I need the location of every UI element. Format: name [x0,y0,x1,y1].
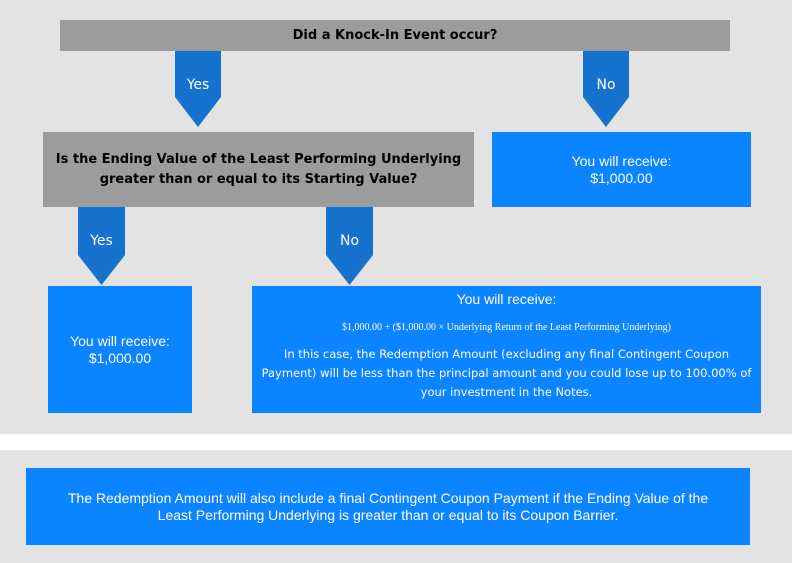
result-note: In this case, the Redemption Amount (excluding any final Contingent Coupon Payment) will be less than the principal amount and you could lose up to 100.00% of your investment in the Notes. [261,347,752,399]
arrow-no-knock-in [583,51,629,127]
arrow-yes-knock-in [175,51,221,127]
question-ending-value [43,132,474,207]
result-amount: $1,000.00 [590,169,653,186]
question-knock-in [60,20,730,51]
arrow-yes-ending-value [78,207,125,285]
question-ending-value-line2: greater than or equal to its Starting Value? [99,171,418,187]
question-knock-in-text: Did a Knock-In Event occur? [292,28,498,43]
arrow-label: No [596,77,616,93]
question-ending-value-line1: Is the Ending Value of the Least Performing Underlying [55,151,462,167]
arrow-no-ending-value [326,207,373,285]
result-no-knock-in [492,132,751,207]
arrow-label: Yes [186,77,210,93]
result-label: You will receive: [456,291,557,307]
result-formula: $1,000.00 + ($1,000.00 × Underlying Return of the Least Performing Underlying) [342,322,671,333]
footer-note-line1: The Redemption Amount will also include a final Contingent Coupon Payment if the Ending Value of the [67,489,709,506]
result-amount: $1,000.00 [88,349,152,366]
result-principal-returned [48,286,192,413]
arrow-label: No [339,233,360,249]
footer-note-line2: Least Performing Underlying is greater than or equal to its Coupon Barrier. [157,506,619,523]
footer-note [26,468,750,545]
result-loss [252,286,761,413]
result-label: You will receive: [70,332,170,349]
arrow-label: Yes [90,233,113,249]
result-label: You will receive: [571,152,672,169]
